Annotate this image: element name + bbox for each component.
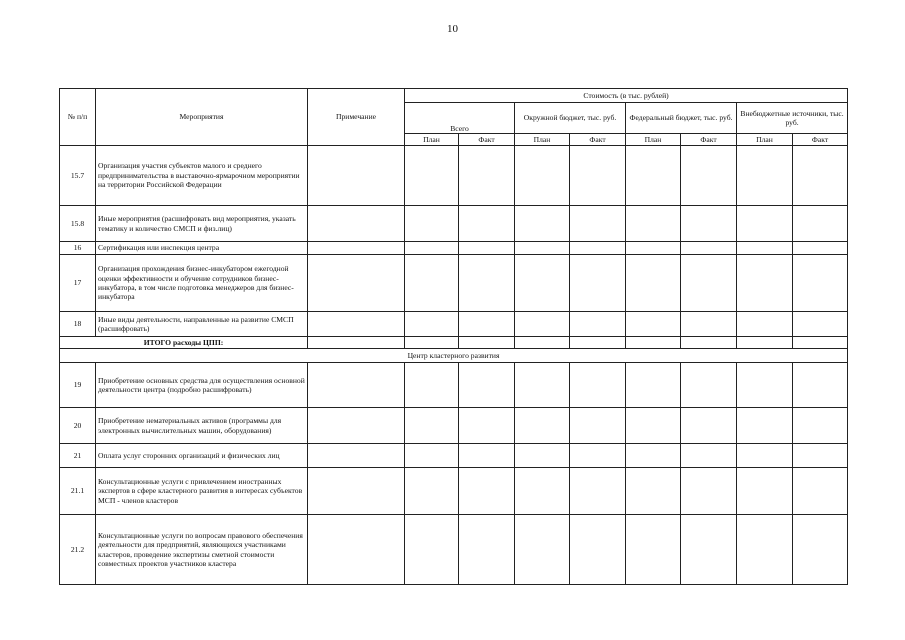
header-num: № п/п — [60, 89, 96, 146]
row-number: 21.2 — [60, 515, 96, 585]
row-number: 15.7 — [60, 146, 96, 206]
header-plan: План — [405, 134, 459, 146]
row-number: 21 — [60, 444, 96, 468]
row-event: Сертификация или инспекция центра — [96, 242, 308, 255]
total-row — [60, 337, 848, 349]
row-number: 19 — [60, 363, 96, 408]
header-fact: Факт — [793, 134, 848, 146]
row-number: 15.8 — [60, 206, 96, 242]
header-cost: Стоимость (в тыс. рублей) — [405, 89, 848, 103]
row-number: 21.1 — [60, 468, 96, 515]
row-number: 16 — [60, 242, 96, 255]
header-district: Окружной бюджет, тыс. руб. — [515, 103, 626, 134]
cost-table — [59, 88, 848, 585]
row-number: 18 — [60, 312, 96, 337]
row-event: Иные виды деятельности, направленные на развитие СМСП (расшифровать) — [96, 312, 308, 337]
header-events: Мероприятия — [96, 89, 308, 146]
row-event: Консультационные услуги по вопросам правового обеспечения деятельности для предприятий, являющихся участниками кластеров, проведение экспертизы сметной стоимости совместных проектов участников кластера — [96, 515, 308, 585]
table-row — [60, 468, 848, 515]
header-plan: План — [515, 134, 570, 146]
header-note: Примечание — [308, 89, 405, 146]
table-row — [60, 363, 848, 408]
section-title: Центр кластерного развития — [60, 349, 848, 363]
table-row — [60, 408, 848, 444]
table-row — [60, 242, 848, 255]
header-fact: Факт — [570, 134, 626, 146]
section-row — [60, 349, 848, 363]
header-plan: План — [626, 134, 681, 146]
table-row — [60, 444, 848, 468]
row-number: 20 — [60, 408, 96, 444]
table-row — [60, 206, 848, 242]
table-row — [60, 515, 848, 585]
page-number: 10 — [447, 23, 458, 35]
table-row — [60, 312, 848, 337]
row-event: Приобретение основных средства для осуществления основной деятельности центра (подробно расшифровать) — [96, 363, 308, 408]
row-event: Оплата услуг сторонних организаций и физических лиц — [96, 444, 308, 468]
table-row — [60, 146, 848, 206]
header-fact: Факт — [681, 134, 737, 146]
header-extra: Внебюджетные источники, тыс. руб. — [737, 103, 848, 134]
row-event: Организация участия субъектов малого и среднего предпринимательства в выставочно-ярмарочном мероприятии на территории Российской Федерации — [96, 146, 308, 206]
header-total: Всего — [405, 103, 515, 134]
header-federal: Федеральный бюджет, тыс. руб. — [626, 103, 737, 134]
table-row — [60, 255, 848, 312]
row-event: Иные мероприятия (расшифровать вид мероприятия, указать тематику и количество СМСП и физ.лиц) — [96, 206, 308, 242]
row-event: Организация прохождения бизнес-инкубатором ежегодной оценки эффективности и обучение сотрудников бизнес-инкубатора, в том числе подготовка менеджеров для бизнес-инкубатора — [96, 255, 308, 312]
total-label: ИТОГО расходы ЦПП: — [60, 337, 308, 349]
header-plan: План — [737, 134, 793, 146]
header-fact: Факт — [459, 134, 515, 146]
row-event: Консультационные услуги с привлечением иностранных экспертов в сфере кластерного развития в интересах субъектов МСП - членов кластеров — [96, 468, 308, 515]
row-number: 17 — [60, 255, 96, 312]
row-event: Приобретение нематериальных активов (программы для электронных вычислительных машин, оборудования) — [96, 408, 308, 444]
